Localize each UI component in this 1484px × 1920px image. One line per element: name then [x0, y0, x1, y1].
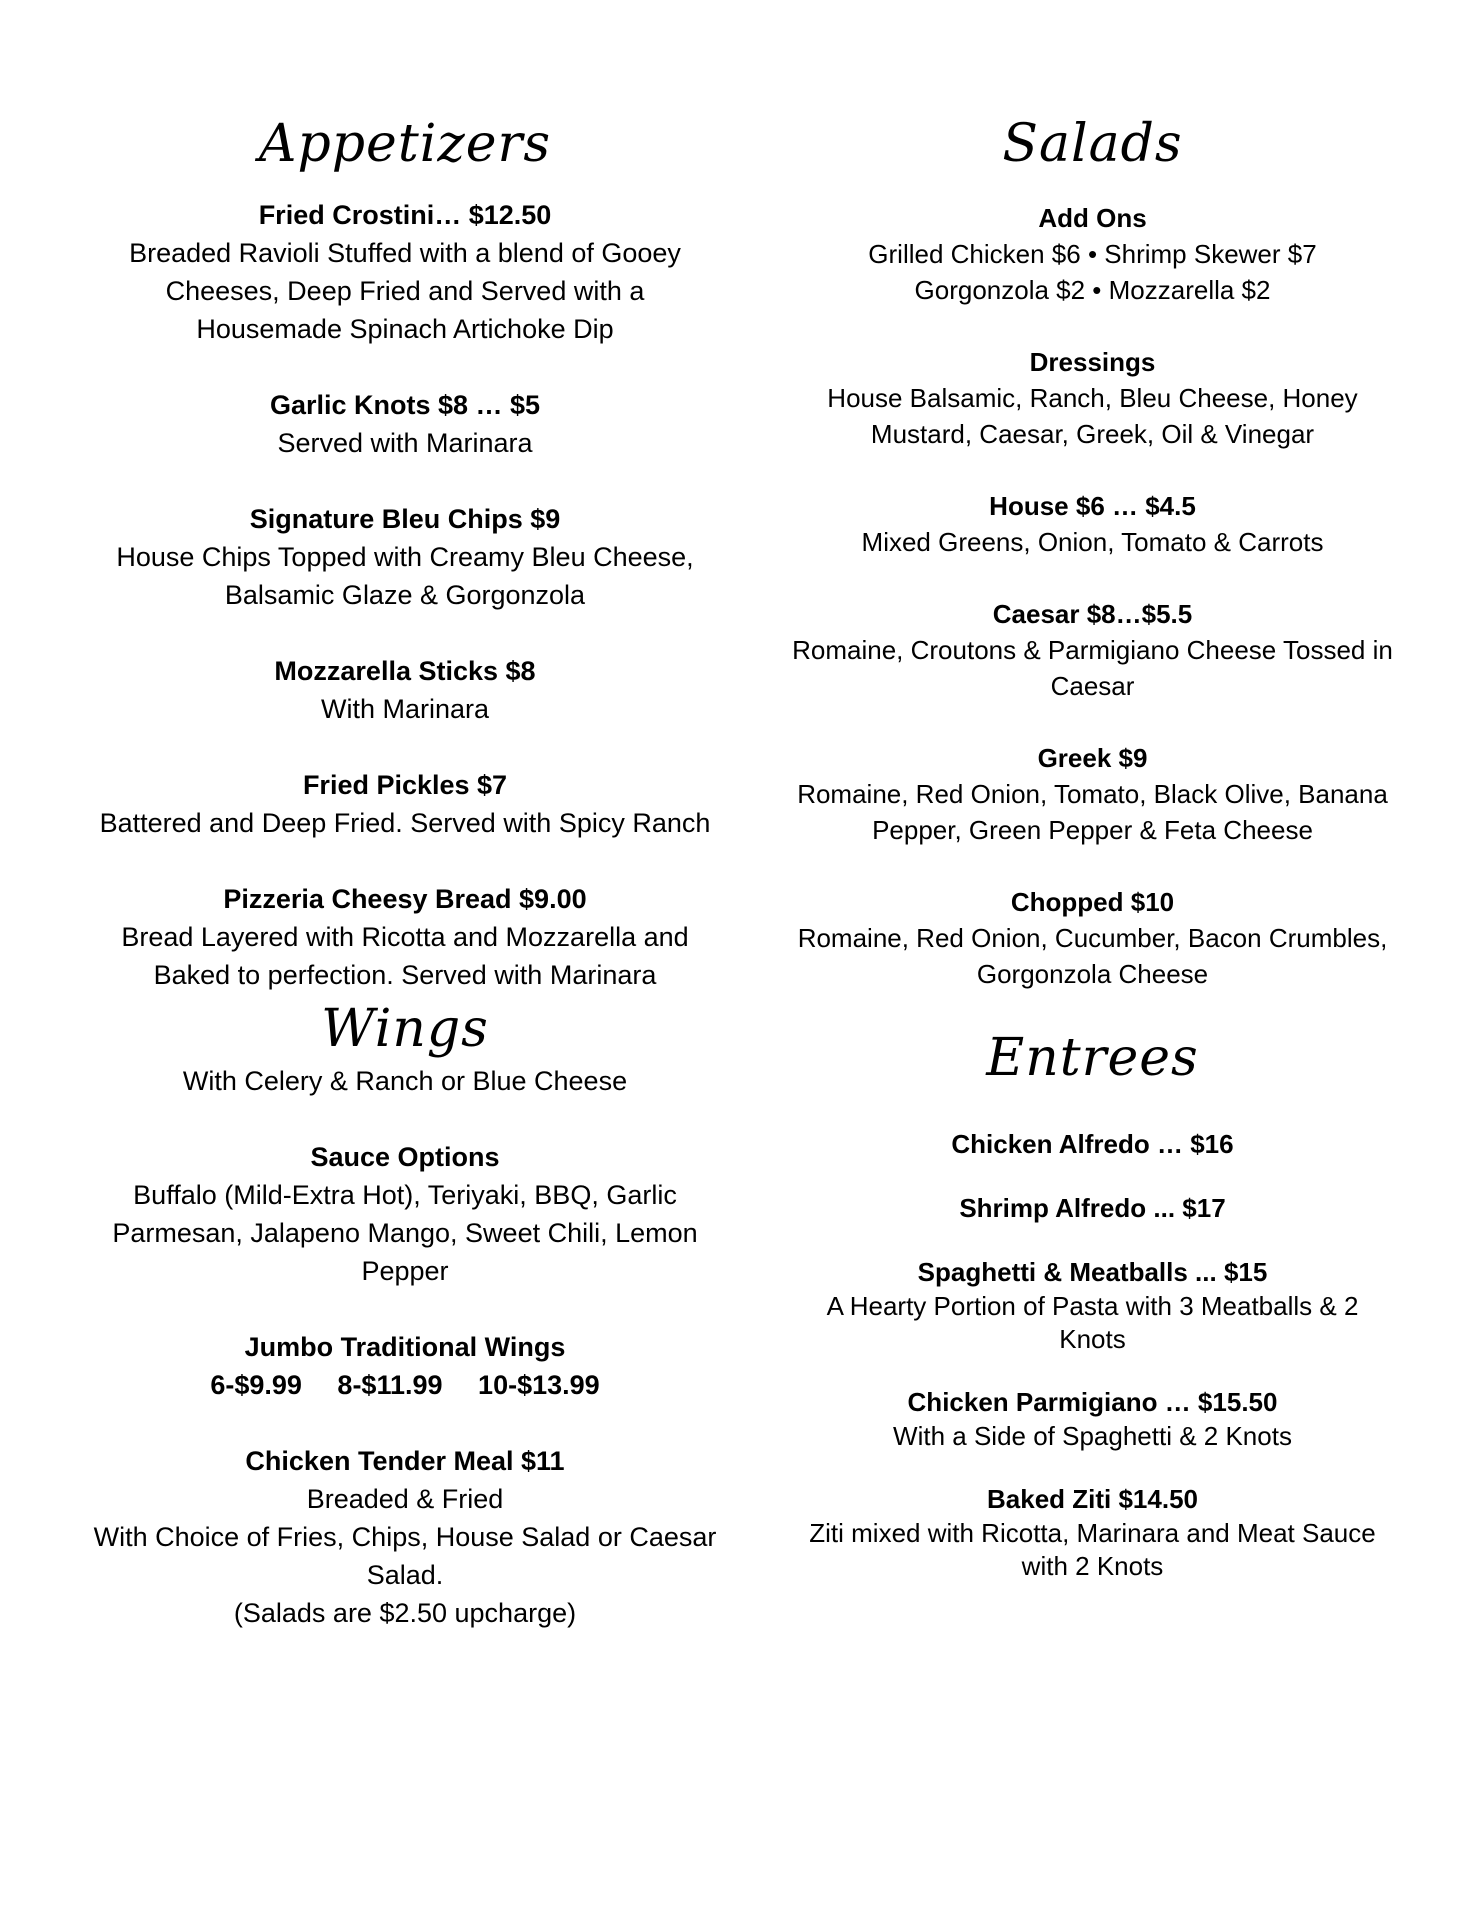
menu-item-name: Garlic Knots $8 … $5	[269, 390, 541, 420]
menu-item	[75, 652, 735, 728]
description-line: Gorgonzola $2 • Mozzarella $2	[914, 275, 1271, 305]
description-line: With Marinara	[320, 694, 490, 724]
menu-item-name: Mozzarella Sticks $8	[274, 656, 536, 686]
description-line: Ziti mixed with Ricotta, Marinara and Meat Sauce	[809, 1518, 1376, 1548]
description-line: Grilled Chicken $6 • Shrimp Skewer $7	[868, 239, 1317, 269]
description-line: Pepper	[361, 1256, 449, 1286]
menu-item	[770, 740, 1415, 848]
sauce-options-desc	[75, 1176, 735, 1290]
description-line: Buffalo (Mild-Extra Hot), Teriyaki, BBQ, Garlic	[133, 1180, 677, 1210]
description-line: with 2 Knots	[1021, 1551, 1164, 1581]
menu-item-name: Chopped $10	[1010, 887, 1175, 917]
menu-item-desc	[75, 538, 735, 614]
left-column	[75, 104, 735, 1632]
wing-price: 10-$13.99	[478, 1370, 600, 1400]
menu-item	[770, 1384, 1415, 1453]
menu-item-desc	[75, 424, 735, 462]
menu-item	[770, 884, 1415, 992]
chicken-tender-title: Chicken Tender Meal $11	[245, 1446, 565, 1476]
dressings-title: Dressings	[1029, 347, 1156, 377]
menu-item-name: Greek $9	[1037, 743, 1148, 773]
description-line: Caesar	[1050, 671, 1135, 701]
menu-item-name: Signature Bleu Chips $9	[249, 504, 561, 534]
description-line: Baked to perfection. Served with Marinara	[153, 960, 657, 990]
menu-item	[75, 196, 735, 348]
description-line: (Salads are $2.50 upcharge)	[233, 1598, 577, 1628]
description-line: Pepper, Green Pepper & Feta Cheese	[872, 815, 1313, 845]
menu-item-name: Baked Ziti $14.50	[987, 1484, 1198, 1514]
appetizers-list	[75, 196, 735, 994]
description-line: Romaine, Croutons & Parmigiano Cheese Tossed in	[792, 635, 1393, 665]
wings-heading: Wings	[321, 999, 489, 1059]
menu-item	[75, 500, 735, 614]
description-line: With Choice of Fries, Chips, House Salad or Caesar	[93, 1522, 717, 1552]
description-line: Gorgonzola Cheese	[976, 959, 1209, 989]
menu-item-name: Caesar $8…$5.5	[992, 599, 1193, 629]
menu-item-name: Chicken Parmigiano … $15.50	[907, 1387, 1278, 1417]
menu-item-name: Fried Crostini… $12.50	[258, 200, 552, 230]
menu-item-name: Spaghetti & Meatballs ... $15	[917, 1257, 1268, 1287]
menu-item-desc	[75, 234, 735, 348]
menu-item	[770, 1254, 1415, 1356]
menu-item-desc	[75, 690, 735, 728]
menu-item	[770, 1481, 1415, 1583]
description-line: Romaine, Red Onion, Tomato, Black Olive, Banana	[797, 779, 1388, 809]
description-line: Housemade Spinach Artichoke Dip	[196, 314, 614, 344]
description-line: Cheeses, Deep Fried and Served with a	[165, 276, 645, 306]
description-line: Romaine, Red Onion, Cucumber, Bacon Crumbles,	[797, 923, 1388, 953]
menu-item	[75, 766, 735, 842]
menu-item	[770, 596, 1415, 704]
description-line: Balsamic Glaze & Gorgonzola	[224, 580, 586, 610]
menu-item-name: Shrimp Alfredo ... $17	[959, 1193, 1226, 1223]
description-line: Salad.	[366, 1560, 444, 1590]
chicken-tender-desc	[75, 1480, 735, 1632]
description-line: Served with Marinara	[277, 428, 533, 458]
description-line: House Balsamic, Ranch, Bleu Cheese, Honey	[827, 383, 1358, 413]
menu-item	[770, 488, 1415, 560]
description-line: Mustard, Caesar, Greek, Oil & Vinegar	[870, 419, 1315, 449]
description-line: Knots	[1059, 1324, 1126, 1354]
wing-price: 6-$9.99	[210, 1370, 302, 1400]
description-line: With a Side of Spaghetti & 2 Knots	[893, 1421, 1292, 1451]
addons-title: Add Ons	[1038, 203, 1147, 233]
description-line: Breaded & Fried	[306, 1484, 504, 1514]
menu-item-desc	[770, 632, 1415, 704]
sauce-options-title: Sauce Options	[310, 1142, 500, 1172]
description-line: Breaded Ravioli Stuffed with a blend of Gooey	[129, 238, 681, 268]
menu-item	[75, 386, 735, 462]
menu-item-desc	[770, 1420, 1415, 1453]
menu-item-desc	[770, 776, 1415, 848]
description-line: Battered and Deep Fried. Served with Spicy Ranch	[99, 808, 711, 838]
description-line: House Chips Topped with Creamy Bleu Cheese,	[116, 542, 694, 572]
menu-item-name: Pizzeria Cheesy Bread $9.00	[223, 884, 587, 914]
wing-price: 8-$11.99	[337, 1370, 443, 1400]
appetizers-heading: Appetizers	[258, 114, 552, 174]
menu-item	[770, 1190, 1415, 1226]
description-line: Mixed Greens, Onion, Tomato & Carrots	[861, 527, 1324, 557]
salads-heading: Salads	[1002, 114, 1183, 174]
entrees-list	[770, 1126, 1415, 1583]
menu-item	[770, 1126, 1415, 1162]
addons-desc	[770, 236, 1415, 308]
entrees-heading: Entrees	[986, 1028, 1199, 1088]
description-line: A Hearty Portion of Pasta with 3 Meatballs & 2	[826, 1291, 1359, 1321]
menu-item	[75, 880, 735, 994]
salads-list	[770, 488, 1415, 992]
menu-item-desc	[75, 804, 735, 842]
menu-item-desc	[770, 920, 1415, 992]
menu-item-desc	[770, 524, 1415, 560]
menu-item-desc	[770, 1517, 1415, 1583]
wings-subtitle: With Celery & Ranch or Blue Cheese	[182, 1066, 628, 1096]
jumbo-wings-title: Jumbo Traditional Wings	[244, 1332, 566, 1362]
description-line: Bread Layered with Ricotta and Mozzarella and	[121, 922, 689, 952]
description-line: Parmesan, Jalapeno Mango, Sweet Chili, Lemon	[112, 1218, 698, 1248]
menu-item-desc	[770, 1290, 1415, 1356]
dressings-desc	[770, 380, 1415, 452]
menu-item-name: Chicken Alfredo … $16	[951, 1129, 1234, 1159]
menu-item-name: House $6 … $4.5	[989, 491, 1196, 521]
menu-item-name: Fried Pickles $7	[302, 770, 508, 800]
right-column	[770, 104, 1415, 1583]
jumbo-wings-prices	[75, 1366, 735, 1404]
menu-item-desc	[75, 918, 735, 994]
